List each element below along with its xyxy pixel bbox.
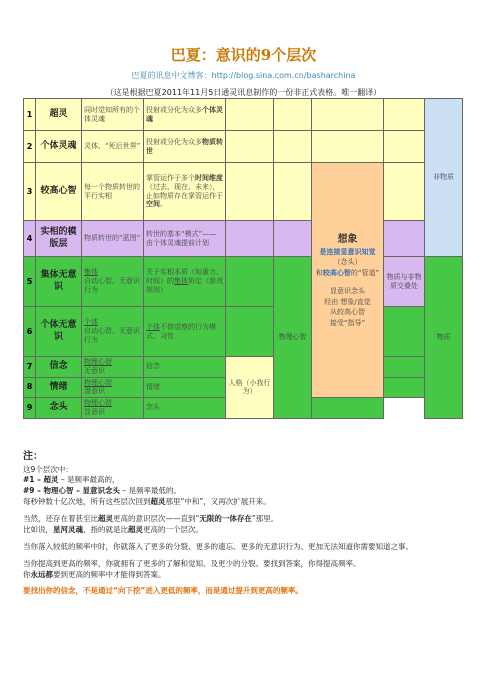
level-detail: 关于实相本质（如重力、时间）的集体协定（游戏规则） xyxy=(144,257,226,307)
empty-cell xyxy=(226,257,274,307)
empty-cell xyxy=(226,131,274,163)
empty-cell xyxy=(384,221,425,257)
level-detail: 投射或分化为众多个体灵魂 xyxy=(144,99,226,131)
row-number: 9 xyxy=(24,398,36,419)
table-row xyxy=(24,257,463,307)
level-desc: 个体 自动心智、无意识行为 xyxy=(82,307,144,357)
imagination-cell: 想象 是连接显意识知觉 （念头） 和较高心智的“管道” 显意识念头 经由 想象/直觉 从较高心智 接受“指导” xyxy=(312,163,384,398)
note-line: 每秒钟数十亿次地，所有这些层次回到超灵那里“中和”，又再次扩展开来。 xyxy=(23,497,271,507)
note-highlight: 要找出你的信念，不是通过“向下挖”进入更低的频率，而是通过提升到更高的频率。 xyxy=(23,586,303,596)
level-detail: 掌管运作于多个时间维度（过去、现在、未来），止如物质存在掌管运作于空间。 xyxy=(144,163,226,221)
table-row xyxy=(24,131,463,163)
blog-link[interactable]: 巴夏的讯息中文博客：http://blog.sina.com.cn/basharchina xyxy=(131,71,356,80)
empty-cell xyxy=(384,131,425,163)
empty-cell xyxy=(384,307,425,357)
level-name: 念头 xyxy=(36,398,82,419)
level-name: 实相的模版层 xyxy=(36,221,82,257)
level-detail: 个体不替觉察的行为模式、习性 xyxy=(144,307,226,357)
table-row xyxy=(24,357,463,378)
empty-cell xyxy=(312,99,384,131)
levels-table xyxy=(23,98,463,419)
table-row xyxy=(24,99,463,131)
level-desc: 物理心智 显意识 xyxy=(82,398,144,419)
source-note: （这是根据巴夏2011年11月5日通灵讯息制作的一份非正式表格。唯一翻译） xyxy=(105,88,382,97)
level-desc: 物理心智 潜意识 xyxy=(82,377,144,398)
note-line: 这9个层次中： xyxy=(23,464,73,474)
level-detail: 投射或分化为众多物质转世 xyxy=(144,131,226,163)
level-name: 较高心智 xyxy=(36,163,82,221)
level-desc: 集体 自动心智、无意识行为 xyxy=(82,257,144,307)
note-line: 当你落入较低的频率中时，你就落入了更多的分裂、更多的遗忘、更多的无意识行为、更加无法知道你需要知道之事。 xyxy=(23,541,413,551)
empty-cell xyxy=(312,398,384,419)
table-row xyxy=(24,163,463,221)
empty-cell xyxy=(384,377,425,398)
row-number: 6 xyxy=(24,307,36,357)
level-name: 信念 xyxy=(36,357,82,378)
level-name: 个体灵魂 xyxy=(36,131,82,163)
empty-cell xyxy=(274,131,312,163)
empty-cell xyxy=(384,357,425,378)
note-line: #9 – 物理心智 – 显意识念头 – 是频率最低的。 xyxy=(23,486,181,496)
level-desc: 同时觉知所有的个体灵魂 xyxy=(82,99,144,131)
level-detail: 转世的基本“模式”——由个体灵魂提前计划 xyxy=(144,221,226,257)
page-title: 巴夏：意识的9个层次 xyxy=(170,46,317,64)
note-line: 当你提高到更高的频率，你就拥有了更多的了解和觉知、及更少的分裂。要找到答案，你得提高频率。 xyxy=(23,558,361,568)
empty-cell xyxy=(226,99,274,131)
personality-cell: 人格（小我行为） xyxy=(226,357,274,419)
level-name: 超灵 xyxy=(36,99,82,131)
row-number: 1 xyxy=(24,99,36,131)
level-name: 情绪 xyxy=(36,377,82,398)
row-number: 5 xyxy=(24,257,36,307)
nonphysical-cell: 非物质 xyxy=(425,99,463,257)
note-line: 比如说，星河灵魂，指的就是比超灵更高的一个层次。 xyxy=(23,524,203,534)
row-number: 7 xyxy=(24,357,36,378)
empty-cell xyxy=(274,163,312,221)
physical-mind-cell: 物理心智 xyxy=(274,257,312,419)
level-name: 个体无意识 xyxy=(36,307,82,357)
note-line: 你永远都要到更高的频率中才能得到答案。 xyxy=(23,569,166,579)
table-row xyxy=(24,221,463,257)
empty-cell xyxy=(384,163,425,221)
level-desc: 物理心智 无意识 xyxy=(82,357,144,378)
level-detail: 念头 xyxy=(144,398,226,419)
level-detail: 情绪 xyxy=(144,377,226,398)
empty-cell xyxy=(226,163,274,221)
physical-cell: 物质 xyxy=(425,257,463,419)
notes-section xyxy=(23,450,463,597)
empty-cell xyxy=(274,221,312,257)
row-number: 8 xyxy=(24,377,36,398)
empty-cell xyxy=(312,131,384,163)
notes-heading: 注： xyxy=(23,451,43,462)
level-desc: 物质转世的“蓝图” xyxy=(82,221,144,257)
row-number: 3 xyxy=(24,163,36,221)
note-line: 当然，还存在着甚至比超灵更高的意识层次——直到“无限的一体存在”那里。 xyxy=(23,514,279,523)
level-desc: 每一个物质转世的平行实相 xyxy=(82,163,144,221)
note-line: #1 – 超灵 – 是频率最高的， xyxy=(23,475,120,485)
empty-cell xyxy=(274,99,312,131)
level-name: 集体无意识 xyxy=(36,257,82,307)
bridge-cell: 物质与非物质交叠处 xyxy=(384,257,425,307)
level-detail: 信念 xyxy=(144,357,226,378)
level-desc: 灵体、“死后世界” xyxy=(82,131,144,163)
empty-cell xyxy=(384,99,425,131)
row-number: 4 xyxy=(24,221,36,257)
row-number: 2 xyxy=(24,131,36,163)
empty-cell xyxy=(226,221,274,257)
table-row xyxy=(24,307,463,357)
empty-cell xyxy=(226,307,274,357)
